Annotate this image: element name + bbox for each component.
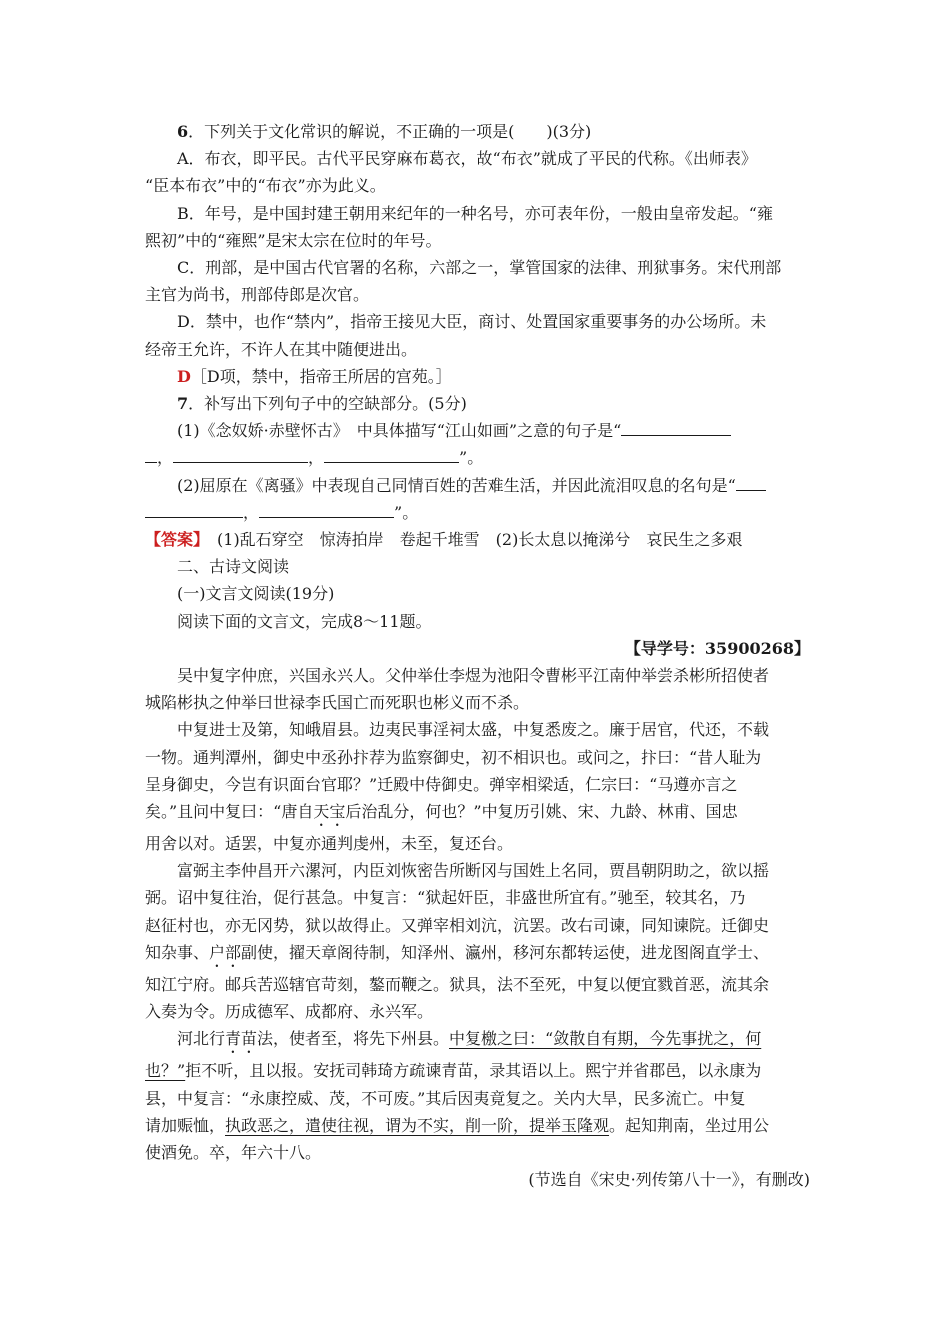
passage-p3-line3: 赵征村也，亦无冈势，狱以故得止。又弹宰相刘沆，沆罢。改右司谏，同知谏院。迁御史 <box>145 915 770 935</box>
passage-p3-line1: 富弼主李仲昌开六漯河，内臣刘恢密告所断冈与国姓上名同，贾昌朝阴助之，欲以摇 <box>177 861 770 881</box>
document-body <box>145 118 810 1193</box>
q6-stem <box>145 118 810 145</box>
passage-p2-line3: 呈身御史，今岂有识面台官耶？”迁殿中侍御史。弹宰相梁适，仁宗曰：“马遵亦言之 <box>145 774 738 794</box>
passage-p4-line1-c: 法，使者至，将先下州县。 <box>257 1029 450 1049</box>
q7-sub1-end: ”。 <box>459 448 484 468</box>
passage-p4-line1 <box>145 1025 810 1057</box>
passage-p4-line2 <box>145 1057 810 1084</box>
q6-answer <box>145 363 810 390</box>
q7-sub2-line1 <box>145 472 810 499</box>
q6-option-b-line2: 熙初”中的“雍熙”是宋太宗在位时的年号。 <box>145 230 442 250</box>
q7-blank-4b[interactable] <box>145 499 243 518</box>
q7-answer-tag: 【答案】 <box>145 530 202 550</box>
q7-stem-text: ．补写出下列句子中的空缺部分。(5分) <box>188 394 467 414</box>
guide-number-text: 【导学号：35900268】 <box>624 638 810 658</box>
q7-sub1-text: (1)《念奴娇·赤壁怀古》 中具体描写“江山如画”之意的句子是“ <box>177 421 622 441</box>
passage-p4-line4-a: 请加赈恤， <box>145 1115 226 1135</box>
passage-p2-line1: 中复进士及第，知峨眉县。边夷民事淫祠太盛，中复悉废之。廉于居官，代还，不载 <box>177 720 770 740</box>
q6-option-a-line2: “臣本布衣”中的“布衣”亦为此义。 <box>145 176 386 196</box>
q6-number: 6 <box>177 122 189 141</box>
passage-underlined-sentence-1a: 中复檄之曰：“敛散自有期，今先事扰之，何 <box>449 1029 762 1049</box>
passage-p4-line4-c: 。起知荆南，坐过用公 <box>609 1115 770 1135</box>
passage-p3-line6: 入奏为令。历成德军、成都府、永兴军。 <box>145 1002 434 1022</box>
passage-p4-line5: 使酒免。卒，年六十八。 <box>145 1142 322 1162</box>
q7-blank-4a[interactable] <box>736 472 766 491</box>
q7-blank-1b[interactable] <box>145 444 157 463</box>
passage-p1-line2: 城陷彬执之仲举曰世禄李氏国亡而死职也彬义而不杀。 <box>145 693 530 713</box>
q6-answer-letter: D <box>177 366 191 386</box>
q7-sub1-comma1: ， <box>157 448 174 468</box>
passage-p2-line4-c: 后治乱分，何也？”中复历引姚、宋、九龄、林甫、国忠 <box>345 802 738 822</box>
q6-option-d-line2: 经帝王允许，不许人在其中随便进出。 <box>145 339 418 359</box>
passage-p2-line4-a: 矣。”且问中复曰：“唐自 <box>145 802 314 822</box>
q6-option-a-line1: A．布衣，即平民。古代平民穿麻布葛衣，故“布衣”就成了平民的代称。《出师表》 <box>177 149 757 169</box>
q6-option-b-line1: B．年号，是中国封建王朝用来纪年的一种名号，亦可表年份，一般由皇帝发起。“雍 <box>177 203 773 223</box>
passage-dotted-word-hubu: 户部 <box>209 942 242 962</box>
passage-underlined-sentence-1b: 也？” <box>145 1061 186 1081</box>
q6-stem-text: ．下列关于文化常识的解说，不正确的一项是( )(3分) <box>188 122 592 141</box>
q7-sub1-line1 <box>145 417 810 444</box>
q7-blank-1a[interactable] <box>621 417 731 436</box>
q7-sub2-end: ”。 <box>394 502 419 522</box>
q6-answer-note: ［D项，禁中，指帝王所居的宫苑。］ <box>190 366 452 386</box>
passage-p2-line5: 用舍以对。适罢，中复亦通判虔州，未至，复还台。 <box>145 834 514 854</box>
q7-blank-5[interactable] <box>259 499 394 518</box>
q7-sub1-comma2: ， <box>308 448 325 468</box>
section-subtitle: (一)文言文阅读(19分) <box>177 584 335 604</box>
passage-p2-line4 <box>145 798 810 830</box>
passage-p3-line4 <box>145 939 810 971</box>
passage-dotted-word-qingmiao: 青苗 <box>225 1029 258 1049</box>
passage-p3-line4-c: 副使，擢天章阁待制，知泽州、瀛州，移河东都转运使，进龙图阁直学士、 <box>241 942 770 962</box>
q7-answer-text: (1)乱石穿空 惊涛拍岸 卷起千堆雪 (2)长太息以掩涕兮 哀民生之多艰 <box>201 530 743 550</box>
guide-number <box>145 635 810 662</box>
q7-sub2-text: (2)屈原在《离骚》中表现自己同情百姓的苦难生活，并因此流泪叹息的名句是“ <box>177 475 736 495</box>
passage-p4-line4 <box>145 1112 810 1139</box>
q6-option-d-line1: D．禁中，也作“禁内”，指帝王接见大臣，商讨、处置国家重要事务的办公场所。未 <box>177 312 767 332</box>
passage-p3-line4-a: 知杂事、 <box>145 942 210 962</box>
section-instruction: 阅读下面的文言文，完成8～11题。 <box>177 611 432 631</box>
q7-sub2-comma: ， <box>243 502 260 522</box>
q7-stem <box>145 390 810 417</box>
passage-p4-line2-b: 拒不听，且以报。安抚司韩琦方疏谏青苗，录其语以上。熙宁并省郡邑，以永康为 <box>185 1061 762 1081</box>
q7-answer <box>145 526 810 553</box>
section-title: 二、古诗文阅读 <box>177 557 290 577</box>
q7-sub1-line2 <box>145 444 810 471</box>
passage-p2-line2: 一物。通判潭州，御史中丞孙抃荐为监察御史，初不相识也。或问之，抃曰：“昔人耻为 <box>145 747 762 767</box>
passage-p3-line2: 弼。诏中复往治，促行甚急。中复言：“狱起奸臣，非盛世所宜有。”驰至，较其名，乃 <box>145 888 746 908</box>
passage-source: (节选自《宋史·列传第八十一》，有删改) <box>528 1170 810 1190</box>
passage-dotted-word-tianbao: 天宝 <box>313 802 346 822</box>
passage-p4-line3: 县，中复言：“永康控威、茂，不可废。”其后因夷竟复之。关内大旱，民多流亡。中复 <box>145 1088 746 1108</box>
passage-p3-line5: 知江宁府。邮兵苦巡辖官苛刻，鏊而鞭之。狱具，法不至死，中复以便宜戮首恶，流其余 <box>145 974 770 994</box>
passage-p4-line1-a: 河北行 <box>177 1029 226 1049</box>
passage-underlined-sentence-2: 执政恶之，遣使往视，谓为不实，削一阶，提举玉隆观 <box>225 1115 610 1135</box>
q7-blank-3[interactable] <box>324 444 459 463</box>
q7-sub2-line2 <box>145 499 810 526</box>
passage-p1-line1: 吴中复字仲庶，兴国永兴人。父仲举仕李煜为池阳令曹彬平江南仲举尝杀彬所招使者 <box>177 666 770 686</box>
q7-blank-2[interactable] <box>173 444 308 463</box>
q7-number: 7 <box>177 394 189 414</box>
q6-option-c-line2: 主官为尚书，刑部侍郎是次官。 <box>145 285 370 305</box>
q6-option-c-line1: C．刑部，是中国古代官署的名称，六部之一，掌管国家的法律、刑狱事务。宋代刑部 <box>177 258 782 278</box>
